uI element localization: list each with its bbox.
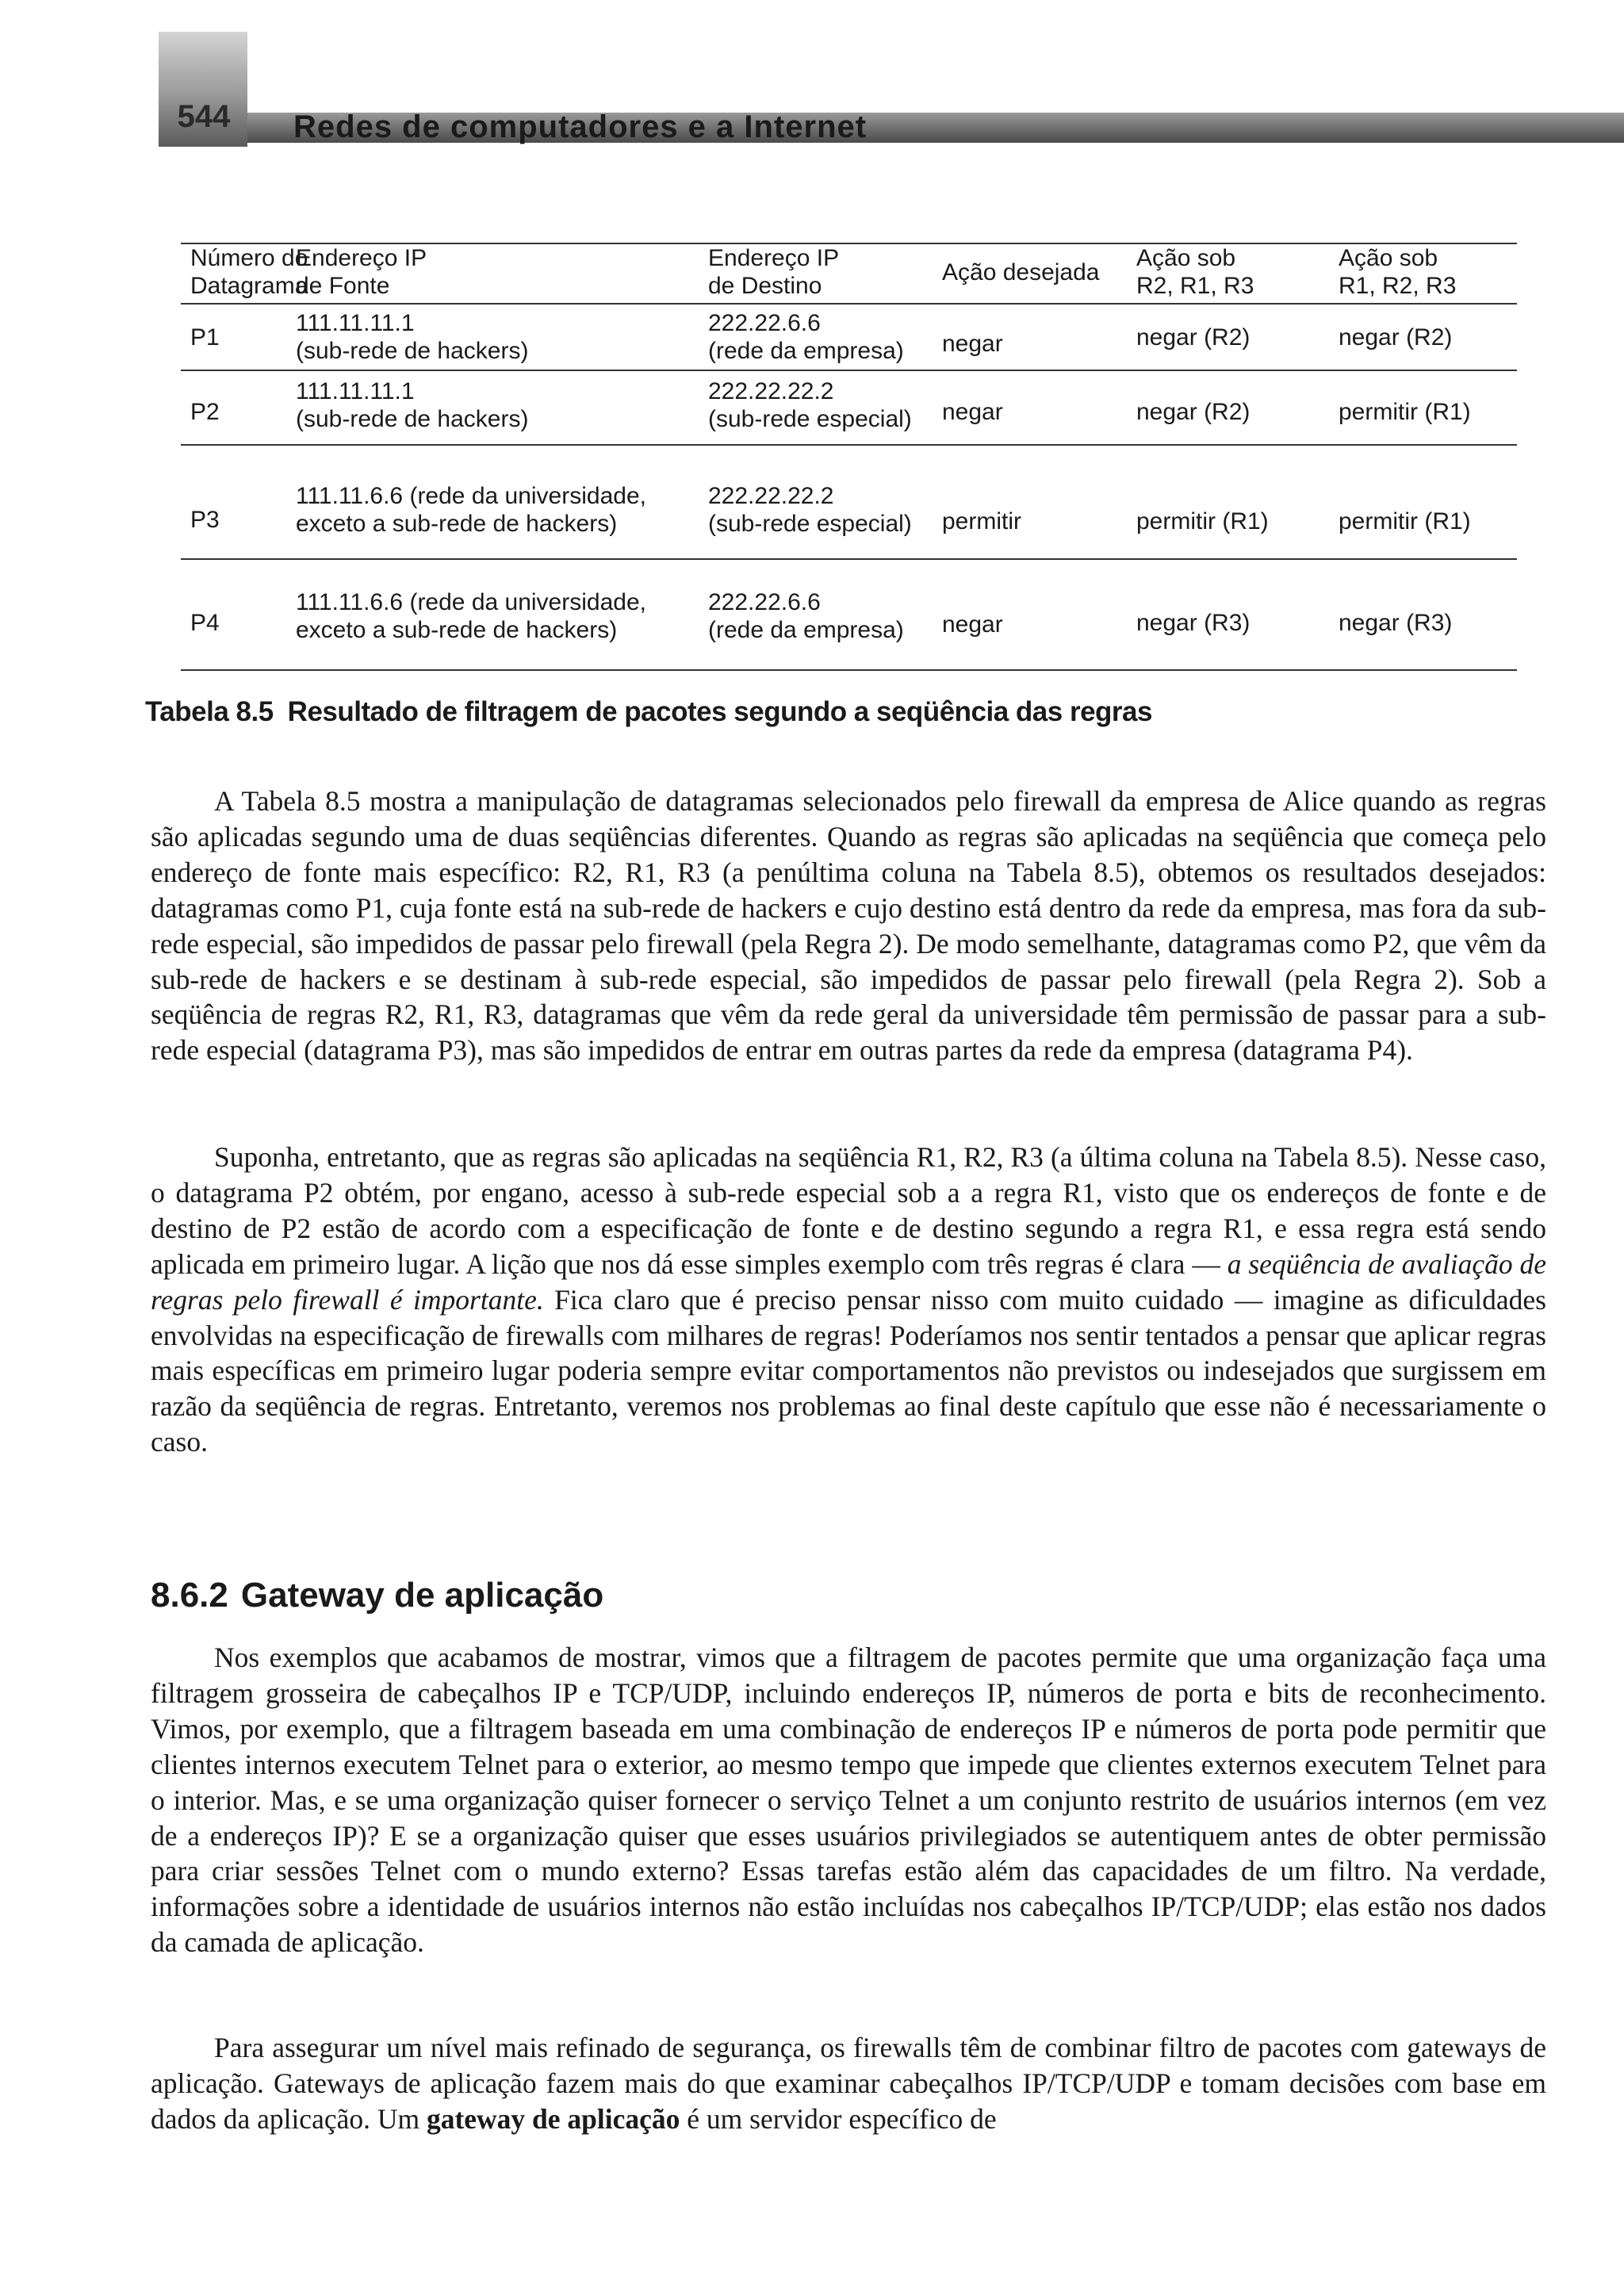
row-p4-datagram: P4 [190, 610, 220, 636]
table-caption [145, 696, 1152, 728]
table-header-rule [181, 303, 1517, 305]
header-r2r1r3: Ação sob R2, R1, R3 [1136, 245, 1254, 299]
emphasis-text: a seqüência de avaliação de regras pelo firewall é importante. [151, 1247, 1546, 1316]
row-p4-action: negar [942, 611, 1003, 638]
key-term: gateway de aplicação [426, 2102, 680, 2135]
header-dest: Endereço IP de Destino [708, 245, 840, 299]
row-p4-source: 111.11.6.6 (rede da universidade, exceto a sub-rede de hackers) [296, 589, 646, 643]
table-caption-label: Tabela 8.5 [145, 696, 274, 727]
row-p1-r2r1r3: negar (R2) [1136, 324, 1251, 351]
header-r1r2r3: Ação sob R1, R2, R3 [1339, 245, 1457, 299]
section-heading [151, 1576, 603, 1615]
header-action: Ação desejada [942, 259, 1100, 285]
row-p2-action: negar [942, 399, 1003, 425]
section-title: Gateway de aplicação [240, 1576, 604, 1615]
row-rule [181, 370, 1517, 371]
row-p1-action: negar [942, 331, 1003, 357]
header-datagram: Número do Datagrama [190, 245, 308, 299]
row-p3-datagram: P3 [190, 507, 220, 533]
paragraph-4: Para assegurar um nível mais refinado de segurança, os firewalls têm de combinar filtro de pacotes com gateways de aplicação. Gateways de aplicação fazem mais do que examinar cabeçalhos IP/TCP/UDP e tomam decisões com base em dados da aplicação. Um gateway de aplicação é um servidor específico de [151, 2032, 1546, 2135]
table-bottom-rule [181, 669, 1517, 671]
row-p4-r2r1r3: negar (R3) [1136, 610, 1251, 636]
page-number: 544 [177, 99, 231, 134]
table-caption-text: Resultado de filtragem de pacotes segundo a seqüência das regras [287, 696, 1152, 727]
row-p3-r2r1r3: permitir (R1) [1136, 508, 1269, 534]
row-rule [181, 444, 1517, 446]
row-p3-action: permitir [942, 508, 1022, 534]
paragraph-1: A Tabela 8.5 mostra a manipulação de datagramas selecionados pelo firewall da empresa de Alice quando as regras são aplicadas segundo uma de duas seqüências diferentes. Quando as regras são aplicadas na seqüência que começa pelo endereço de fonte mais específico: R2, R1, R3 (a penúltima coluna na Tabela 8.5), obtemos os resultados desejados: datagramas como P1, cuja fonte está na sub-rede de hackers e cujo destino está dentro da rede da empresa, mas fora da sub-rede especial, são impedidos de passar pelo firewall (pela Regra 2). De modo semelhante, datagramas como P2, que vêm da sub-rede de hackers e se destinam à sub-rede especial, são impedidos de passar pelo firewall (pela Regra 2). Sob a seqüência de regras R2, R1, R3, datagramas que vêm da rede geral da universidade têm permissão de passar para a sub-rede especial (datagrama P3), mas são impedidos de entrar em outras partes da rede da empresa (datagrama P4). [151, 785, 1546, 1067]
row-p4-dest: 222.22.6.6 (rede da empresa) [708, 589, 904, 643]
row-p3-r1r2r3: permitir (R1) [1339, 508, 1471, 534]
row-p2-datagram: P2 [190, 399, 220, 425]
row-p1-source: 111.11.11.1 (sub-rede de hackers) [296, 310, 529, 364]
row-p2-dest: 222.22.22.2 (sub-rede especial) [708, 378, 912, 432]
paragraph-3: Nos exemplos que acabamos de mostrar, vimos que a filtragem de pacotes permite que uma organização faça uma filtragem grosseira de cabeçalhos IP e TCP/UDP, incluindo endereços IP, números de porta e bits de reconhecimento. Vimos, por exemplo, que a filtragem baseada em uma combinação de endereços IP e números de porta pode permitir que clientes internos executem Telnet para o exterior, ao mesmo tempo que impede que clientes externos executem Telnet para o interior. Mas, e se uma organização quiser fornecer o serviço Telnet a um conjunto restrito de usuários internos (em vez de a endereços IP)? E se a organização quiser que esses usuários privilegiados se autentiquem antes de obter permissão para criar sessões Telnet com o mundo externo? Essas tarefas estão além das capacidades de um filtro. Na verdade, informações sobre a identidade de usuários internos não estão incluídas nos cabeçalhos IP/TCP/UDP; elas estão nos dados da camada de aplicação. [151, 1642, 1546, 1959]
row-p1-datagram: P1 [190, 324, 220, 351]
row-p1-dest: 222.22.6.6 (rede da empresa) [708, 310, 904, 364]
section-number: 8.6.2 [151, 1576, 228, 1615]
row-p3-source: 111.11.6.6 (rede da universidade, exceto a sub-rede de hackers) [296, 483, 646, 537]
header-source: Endereço IP de Fonte [296, 245, 427, 299]
row-p1-r1r2r3: negar (R2) [1339, 324, 1453, 351]
row-p2-r1r2r3: permitir (R1) [1339, 399, 1471, 425]
running-title: Redes de computadores e a Internet [293, 109, 868, 144]
row-rule [181, 558, 1517, 560]
row-p4-r1r2r3: negar (R3) [1339, 610, 1453, 636]
paragraph-2: Suponha, entretanto, que as regras são aplicadas na seqüência R1, R2, R3 (a última coluna na Tabela 8.5). Nesse caso, o datagrama P2 obtém, por engano, acesso à sub-rede especial sob a a regra R1, visto que os endereços de fonte e de destino de P2 estão de acordo com a especificação de fonte e de destino segundo a regra R1, e essa regra está sendo aplicada em primeiro lugar. A lição que nos dá esse simples exemplo com três regras é clara — a seqüência de avaliação de regras pelo firewall é importante. Fica claro que é preciso pensar nisso com muito cuidado — imagine as dificuldades envolvidas na especificação de firewalls com milhares de regras! Poderíamos nos sentir tentados a pensar que aplicar regras mais específicas em primeiro lugar poderia sempre evitar comportamentos não previstos ou indesejados que surgissem em razão da seqüência de regras. Entretanto, veremos nos problemas ao final deste capítulo que esse não é necessariamente o caso. [151, 1141, 1546, 1458]
row-p2-r2r1r3: negar (R2) [1136, 399, 1251, 425]
row-p3-dest: 222.22.22.2 (sub-rede especial) [708, 483, 912, 537]
row-p2-source: 111.11.11.1 (sub-rede de hackers) [296, 378, 529, 432]
